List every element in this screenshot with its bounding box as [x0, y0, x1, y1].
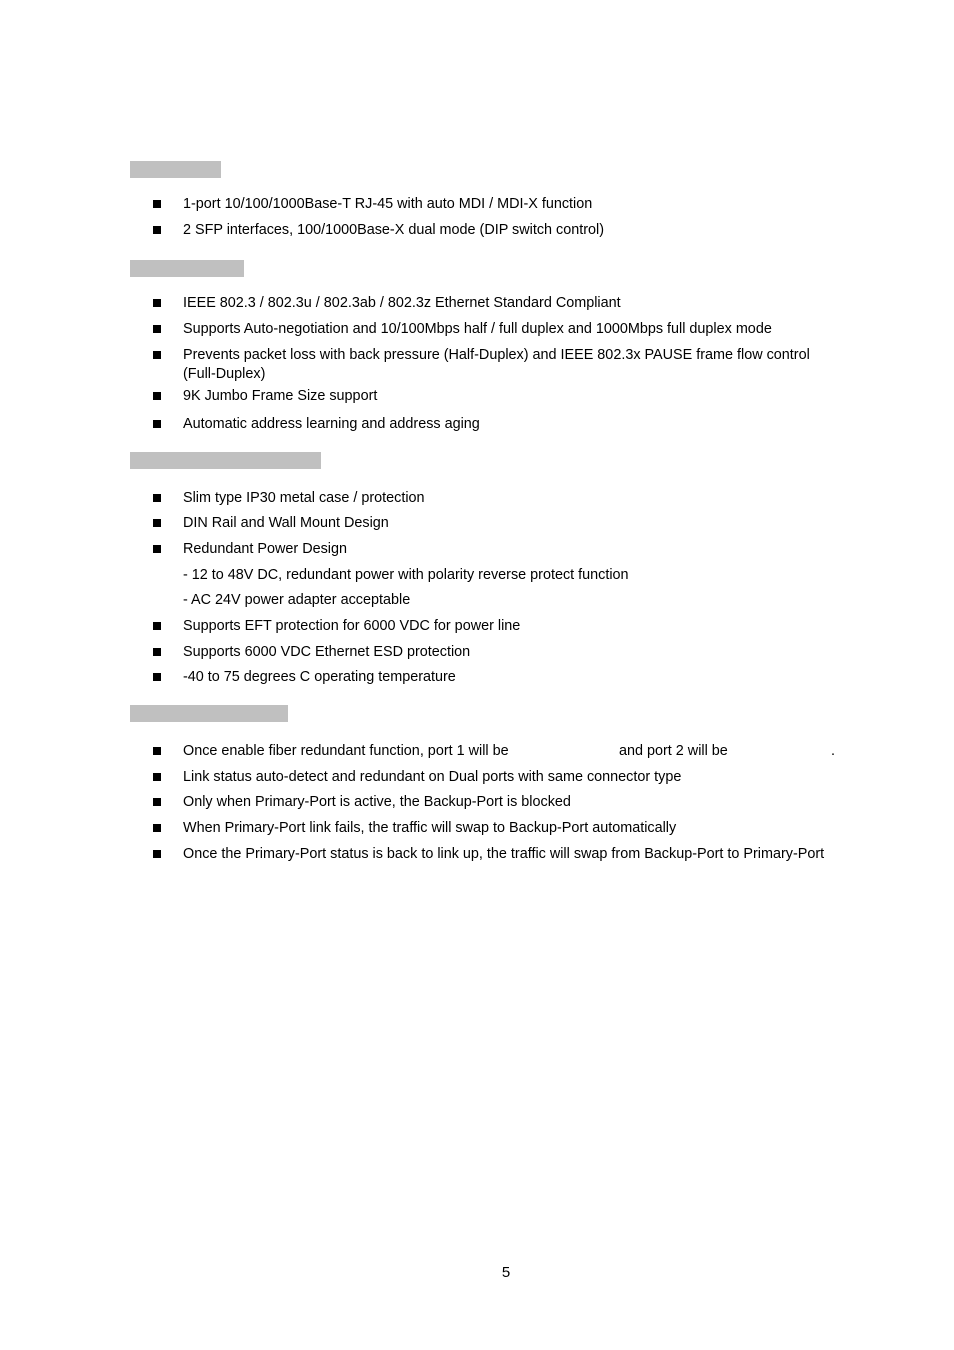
- list-item-text: Slim type IP30 metal case / protection: [183, 490, 425, 506]
- list-item-text: Supports EFT protection for 6000 VDC for power line: [183, 618, 521, 634]
- square-bullet-icon: [153, 824, 161, 832]
- list-item-text: When Primary-Port link fails, the traffic will swap to Backup-Port automatically: [183, 820, 677, 836]
- section-heading-bar-2: [130, 260, 244, 277]
- list-item-text: Supports Auto-negotiation and 10/100Mbps half / full duplex and 1000Mbps full duplex mode: [183, 321, 772, 337]
- list-item-text-continued: and port 2 will be: [619, 743, 728, 759]
- list-item-text: -40 to 75 degrees C operating temperature: [183, 669, 456, 685]
- square-bullet-icon: [153, 519, 161, 527]
- square-bullet-icon: [153, 420, 161, 428]
- sub-item-text: - 12 to 48V DC, redundant power with polarity reverse protect function: [183, 567, 629, 583]
- list-item-text: Link status auto-detect and redundant on Dual ports with same connector type: [183, 769, 682, 785]
- square-bullet-icon: [153, 351, 161, 359]
- list-item-text: Automatic address learning and address aging: [183, 416, 480, 432]
- section-heading-bar-1: [130, 161, 221, 178]
- list-item-text: DIN Rail and Wall Mount Design: [183, 515, 389, 531]
- square-bullet-icon: [153, 747, 161, 755]
- square-bullet-icon: [153, 200, 161, 208]
- square-bullet-icon: [153, 545, 161, 553]
- list-item-text: IEEE 802.3 / 802.3u / 802.3ab / 802.3z Ethernet Standard Compliant: [183, 295, 621, 311]
- list-item-text: 9K Jumbo Frame Size support: [183, 388, 378, 404]
- square-bullet-icon: [153, 299, 161, 307]
- list-item-text: Prevents packet loss with back pressure (Half-Duplex) and IEEE 802.3x PAUSE frame flow control (Full-Duplex): [183, 347, 810, 382]
- square-bullet-icon: [153, 798, 161, 806]
- section-heading-bar-3: [130, 452, 321, 469]
- square-bullet-icon: [153, 392, 161, 400]
- list-item-text: Once enable fiber redundant function, port 1 will be: [183, 743, 509, 759]
- sub-item-text: - AC 24V power adapter acceptable: [183, 592, 411, 608]
- square-bullet-icon: [153, 648, 161, 656]
- square-bullet-icon: [153, 850, 161, 858]
- square-bullet-icon: [153, 673, 161, 681]
- list-item-text: 1-port 10/100/1000Base-T RJ-45 with auto MDI / MDI-X function: [183, 196, 593, 212]
- list-item-text-end: .: [831, 743, 835, 759]
- square-bullet-icon: [153, 226, 161, 234]
- section-heading-bar-4: [130, 705, 288, 722]
- list-item-text: Supports 6000 VDC Ethernet ESD protection: [183, 644, 471, 660]
- list-item-text: Redundant Power Design: [183, 541, 347, 557]
- square-bullet-icon: [153, 325, 161, 333]
- list-item-text: 2 SFP interfaces, 100/1000Base-X dual mode (DIP switch control): [183, 222, 605, 238]
- square-bullet-icon: [153, 622, 161, 630]
- page-number: 5: [501, 1264, 511, 1281]
- list-item-text: Only when Primary-Port is active, the Backup-Port is blocked: [183, 794, 571, 810]
- square-bullet-icon: [153, 773, 161, 781]
- square-bullet-icon: [153, 494, 161, 502]
- list-item-text: Once the Primary-Port status is back to link up, the traffic will swap from Backup-Port to Primary-Port: [183, 846, 825, 862]
